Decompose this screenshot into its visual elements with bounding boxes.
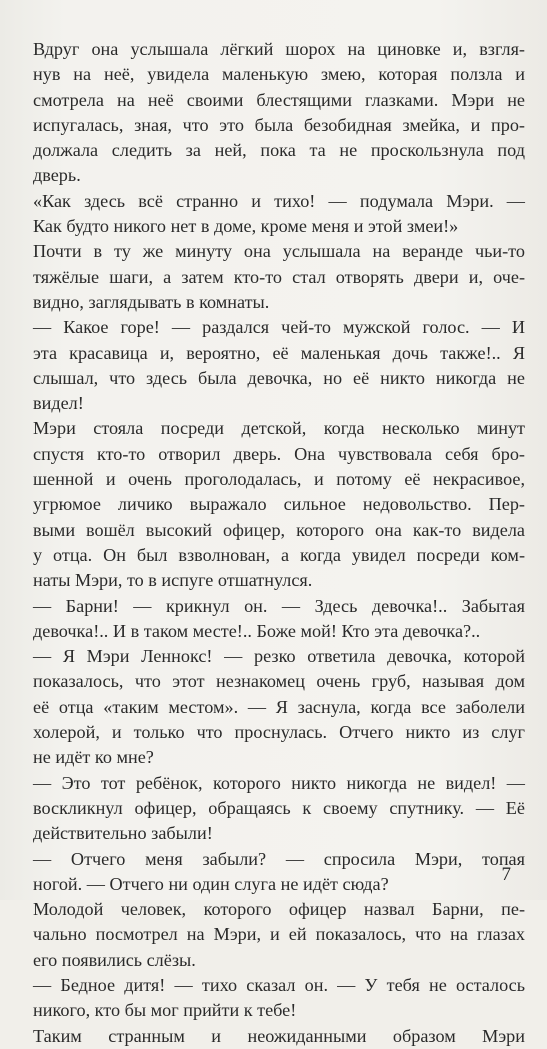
body-text [33, 37, 525, 1049]
text-line: его появились слёзы. [33, 949, 196, 970]
page-number: 7 [501, 864, 511, 885]
text-line: слышал, что здесь была девочка, но её никто никогда не [33, 367, 525, 388]
text-line: Почти в ту же минуту она услышала на веранде чьи-то [33, 241, 525, 262]
text-line: дверь. [33, 165, 81, 186]
text-line: — Я Мэри Леннокс! — резко ответила девочка, которой [33, 646, 525, 667]
text-line: эта красавица и, вероятно, её маленькая дочь также!.. Я [33, 342, 525, 363]
text-line: — Барни! — крикнул он. — Здесь девочка!.. Забытая [33, 595, 525, 616]
text-line: спустя кто-то отворил дверь. Она чувствовала себя бро- [33, 443, 525, 464]
text-line: Как будто никого нет в доме, кроме меня и этой змеи!» [33, 216, 459, 237]
text-line: смотрела на неё своими блестящими глазками. Мэри не [33, 89, 525, 110]
text-line: — Отчего меня забыли? — спросила Мэри, топая [33, 848, 525, 869]
text-line: действительно забыли! [33, 823, 213, 844]
text-line: видел! [33, 393, 84, 414]
text-line: — Это тот ребёнок, которого никто никогда не видел! — [33, 772, 525, 793]
text-line: — Бедное дитя! — тихо сказал он. — У тебя не осталось [33, 974, 525, 995]
text-line: чально посмотрел на Мэри, и ей показалось, что на глазах [33, 924, 525, 945]
text-line: показалось, что этот незнакомец очень груб, называя дом [33, 671, 525, 692]
text-line: испугалась, зная, что это была безобидная змейка, и про- [33, 114, 525, 135]
text-line: выми вошёл высокий офицер, которого она как-то видела [33, 519, 525, 540]
text-line: девочка!.. И в таком месте!.. Боже мой! Кто эта девочка?.. [33, 620, 481, 641]
text-line: «Как здесь всё странно и тихо! — подумала Мэри. — [33, 190, 525, 211]
text-line: Мэри стояла посреди детской, когда несколько минут [33, 418, 525, 439]
text-line: должала следить за ней, пока та не проскользнула под [33, 140, 525, 161]
text-line: не идёт ко мне? [33, 747, 154, 768]
text-line: угрюмое личико выражало сильное недовольство. Пер- [33, 494, 525, 515]
text-line: Вдруг она услышала лёгкий шорох на циновке и, взгля- [33, 39, 525, 59]
text-line: видно, заглядывать в комнаты. [33, 291, 270, 312]
text-line: — Какое горе! — раздался чей-то мужской голос. — И [33, 317, 525, 338]
text-line: шенной и очень проголодалась, и потому её некрасивое, [33, 469, 525, 490]
text-line: нув на неё, увидела маленькую змею, которая ползла и [33, 64, 525, 85]
text-line: тяжёлые шаги, а затем кто-то стал отворять двери и, оче- [33, 266, 525, 287]
text-line: холерой, и только что проснулась. Отчего никто из слуг [33, 722, 525, 743]
text-line: никого, кто бы мог прийти к тебе! [33, 1000, 297, 1021]
text-line: ногой. — Отчего ни один слуга не идёт сюда? [33, 873, 389, 894]
text-line: воскликнул офицер, обращаясь к своему спутнику. — Её [33, 797, 525, 818]
text-line: наты Мэри, то в испуге отшатнулся. [33, 570, 313, 591]
text-line: Таким странным и неожиданными образом Мэри [33, 1025, 525, 1046]
text-line: её отца «таким местом». — Я заснула, когда все заболели [33, 696, 525, 717]
text-line: у отца. Он был взволнован, а когда увидел посреди ком- [33, 544, 525, 565]
text-line: Молодой человек, которого офицер назвал Барни, пе- [33, 899, 525, 920]
